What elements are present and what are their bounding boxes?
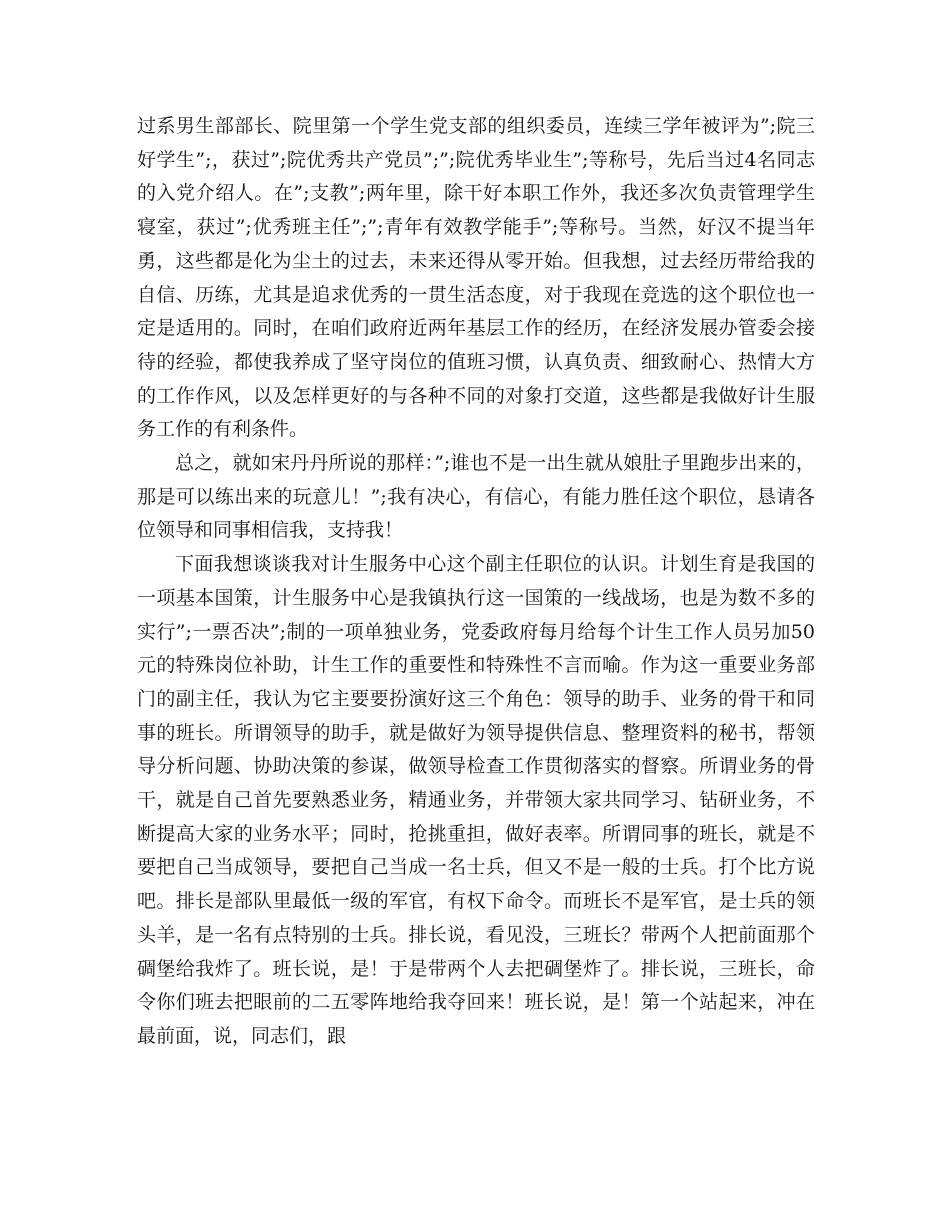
paragraph-3: 下面我想谈谈我对计生服务中心这个副主任职位的认识。计划生育是我国的一项基本国策，计生服务中心是我镇执行这一国策的一线战场，也是为数不多的实行”;一票否决”;制的一项单独业务，党委政府每月给每个计生工作人员另加50元的特殊岗位补助，计生工作的重要性和特殊性不言而喻。作为这一重要业务部门的副主任，我认为它主要要扮演好这三个角色：领导的助手、业务的骨干和同事的班长。所谓领导的助手，就是做好为领导提供信息、整理资料的秘书，帮领导分析问题、协助决策的参谋，做领导检查工作贯彻落实的督察。所谓业务的骨干，就是自己首先要熟悉业务，精通业务，并带领大家共同学习、钻研业务，不断提高大家的业务水平；同时，抢挑重担，做好表率。所谓同事的班长，就是不要把自己当成领导，要把自己当成一名士兵，但又不是一般的士兵。打个比方说吧。排长是部队里最低一级的军官，有权下命令。而班长不是军官，是士兵的领头羊，是一名有点特别的士兵。排长说，看见没，三班长？带两个人把前面那个碉堡给我炸了。班长说，是！于是带两个人去把碉堡炸了。排长说，三班长，命令你们班去把眼前的二五零阵地给我夺回来！班长说，是！第一个站起来，冲在最前面，说，同志们，跟 (137, 553, 815, 1047)
paragraph-2: 总之，就如宋丹丹所说的那样：”;谁也不是一出生就从娘肚子里跑步出来的，那是可以练出来的玩意儿！”;我有决心，有信心，有能力胜任这个职位，恳请各位领导和同事相信我，支持我！ (137, 452, 815, 542)
document-body (137, 110, 815, 1054)
paragraph-1: 过系男生部部长、院里第一个学生党支部的组织委员，连续三学年被评为”;院三好学生”;，获过”;院优秀共产党员”;”;院优秀毕业生”;等称号，先后当过4名同志的入党介绍人。在”;支教”;两年里，除干好本职工作外，我还多次负责管理学生寝室，获过”;优秀班主任”;”;青年有效教学能手”;等称号。当然，好汉不提当年勇，这些都是化为尘土的过去，未来还得从零开始。但我想，过去经历带给我的自信、历练，尤其是追求优秀的一贯生活态度，对于我现在竞选的这个职位也一定是适用的。同时，在咱们政府近两年基层工作的经历，在经济发展办管委会接待的经验，都使我养成了坚守岗位的值班习惯，认真负责、细致耐心、热情大方的工作作风，以及怎样更好的与各种不同的对象打交道，这些都是我做好计生服务工作的有利条件。 (137, 115, 815, 441)
